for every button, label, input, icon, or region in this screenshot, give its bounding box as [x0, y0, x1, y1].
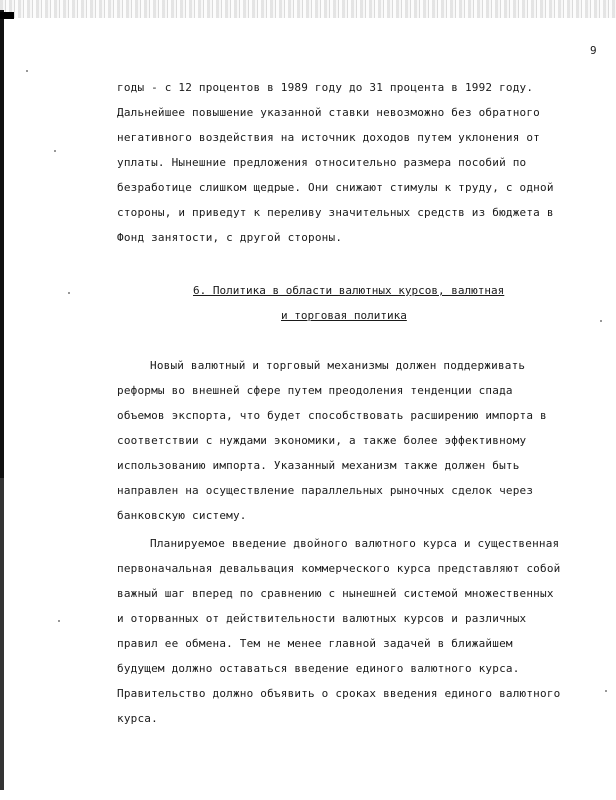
text-line: Фонд занятости, с другой стороны. — [117, 231, 343, 244]
text-line: первоначальная девальвация коммерческого курса представляют собой — [117, 562, 561, 575]
text-line: направлен на осуществление параллельных рыночных сделок через — [117, 484, 534, 497]
text-line: объемов экспорта, что будет способствовать расширению импорта в — [117, 409, 547, 422]
section-heading-line-1: 6. Политика в области валютных курсов, валютная — [193, 284, 505, 297]
scan-speck — [600, 320, 602, 322]
text-line: Новый валютный и торговый механизмы должен поддерживать — [150, 359, 526, 372]
scan-speck — [68, 292, 70, 294]
text-line: важный шаг вперед по сравнению с нынешней системой множественных — [117, 587, 554, 600]
text-line: будущем должно оставаться введение единого валютного курса. — [117, 662, 520, 675]
scan-speck — [54, 150, 56, 152]
text-line: курса. — [117, 712, 158, 725]
scan-corner-mark — [0, 12, 14, 19]
text-line: соответствии с нуждами экономики, а также более эффективному — [117, 434, 527, 447]
text-line: и оторванных от действительности валютных курсов и различных — [117, 612, 527, 625]
scan-speck — [26, 70, 28, 72]
text-line: использованию импорта. Указанный механизм также должен быть — [117, 459, 520, 472]
text-line: правил ее обмена. Тем не менее главной задачей в ближайшем — [117, 637, 513, 650]
text-line: стороны, и приведут к переливу значительных средств из бюджета в — [117, 206, 554, 219]
text-line: безработице слишком щедрые. Они снижают стимулы к труду, с одной — [117, 181, 554, 194]
scan-left-edge — [0, 10, 4, 790]
text-line: негативного воздействия на источник доходов путем уклонения от — [117, 131, 540, 144]
text-line: годы - с 12 процентов в 1989 году до 31 процента в 1992 году. — [117, 81, 534, 94]
text-line: Правительство должно объявить о сроках введения единого валютного — [117, 687, 561, 700]
scan-top-edge — [0, 0, 616, 18]
section-heading-line-2: и торговая политика — [281, 309, 407, 322]
scan-speck — [605, 690, 607, 692]
page-number: 9 — [590, 44, 597, 57]
text-line: реформы во внешней сфере путем преодоления тенденции спада — [117, 384, 513, 397]
text-line: Дальнейшее повышение указанной ставки невозможно без обратного — [117, 106, 540, 119]
text-line: уплаты. Нынешние предложения относительно размера пособий по — [117, 156, 527, 169]
scan-speck — [58, 620, 60, 622]
text-line: Планируемое введение двойного валютного курса и существенная — [150, 537, 560, 550]
text-line: банковскую систему. — [117, 509, 247, 522]
